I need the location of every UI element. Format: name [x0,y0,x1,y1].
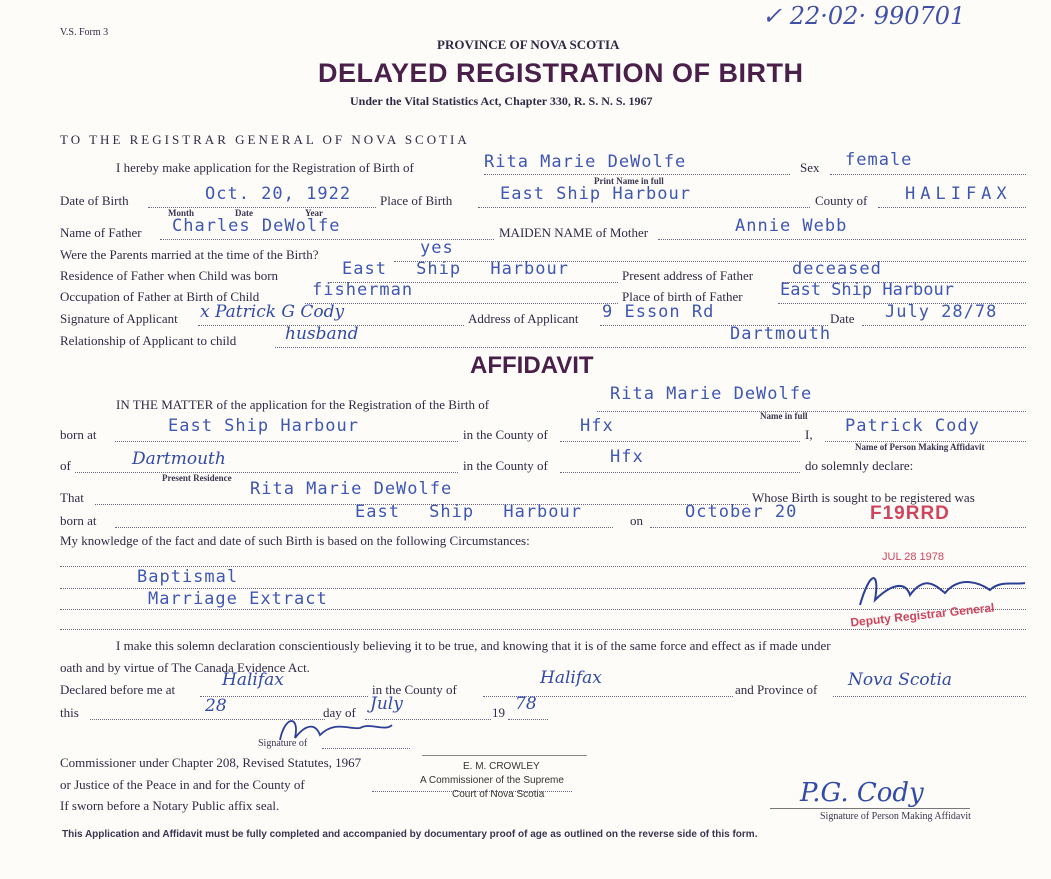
occupation-label: Occupation of Father at Birth of Child [60,289,260,304]
justice-line: or Justice of the Peace in and for the County of [60,777,305,792]
matter-label: IN THE MATTER of the application for the Registration of the Birth of [116,397,490,412]
province-heading: PROVINCE OF NOVA SCOTIA [437,37,620,52]
father-label: Name of Father [60,225,142,240]
matter-name: Rita Marie DeWolfe [610,384,813,404]
of-place: Dartmouth [132,449,226,469]
form-number: V.S. Form 3 [60,27,109,38]
born-at-label: born at [60,427,97,442]
that-label: That [60,490,84,505]
mother-name: Annie Webb [735,216,848,236]
born-at-2-value: East Ship Harbour [355,502,582,522]
this-label: this [60,705,79,720]
of-label: of [60,458,71,473]
county-3: Halifax [540,668,602,688]
circumstance-2: Marriage Extract [148,589,328,609]
deponent-hint: Name of Person Making Affidavit [855,442,985,452]
day-of-label: day of [323,705,356,720]
declaration-text-2: oath and by virtue of The Canada Evidence Act. [60,660,310,675]
circumstance-1: Baptismal [137,567,239,587]
residence-hint: Present Residence [162,473,232,483]
commissioner-line: Commissioner under Chapter 208, Revised Statutes, 1967 [60,755,362,770]
born-at-2-label: born at [60,513,97,528]
date-hint: Date [235,208,253,218]
commissioner-stamp-name: E. M. CROWLEY [463,761,540,772]
declared-label: Declared before me at [60,682,176,697]
in-county-label-2: in the County of [463,458,548,473]
applicant-city: Dartmouth [730,324,832,344]
signature-label: Signature of Applicant [60,311,178,326]
present-address-value: deceased [792,259,882,279]
county-value: HALIFAX [905,184,1012,204]
province-label: and Province of [735,682,818,697]
declaration-text-1: I make this solemn declaration conscientiously believing it to be true, and knowing that it is of the same force and effect as if made under [116,638,831,653]
pob-label: Place of Birth [380,193,453,208]
apply-label: I hereby make application for the Registration of Birth of [116,160,414,175]
on-date: October 20 [685,502,798,522]
applicant-address-value: 9 Esson Rd [602,302,715,322]
county-2: Hfx [610,447,644,467]
registrar-address: TO THE REGISTRAR GENERAL OF NOVA SCOTIA [60,132,470,147]
commissioner-stamp-title: A Commissioner of the Supreme [420,775,564,786]
pob-value: East Ship Harbour [500,184,691,204]
occupation-value: fisherman [312,280,414,300]
deputy-registrar-stamp: Deputy Registrar General [849,600,996,630]
residence-label: Residence of Father when Child was born [60,268,279,283]
date-label: Date [830,311,855,326]
print-name-hint: Print Name in full [594,176,664,186]
applicant-signature: x Patrick G Cody [200,302,345,322]
received-date-stamp: JUL 28 1978 [882,551,944,563]
file-reference: ✓ 22·02· 990701 [762,2,966,30]
relationship-value: husband [285,324,359,344]
commissioner-stamp-court: Court of Nova Scotia [452,789,545,800]
child-name: Rita Marie DeWolfe [484,152,687,172]
mother-label: MAIDEN NAME of Mother [499,225,649,240]
applicant-address-label: Address of Applicant [468,311,579,326]
married-label: Were the Parents married at the time of the Birth? [60,247,319,262]
signature-of-label: Signature of [258,738,308,749]
dob-label: Date of Birth [60,193,129,208]
month-hint: Month [168,208,195,218]
form-title: DELAYED REGISTRATION OF BIRTH [318,58,804,88]
on-label: on [630,513,643,528]
present-address-label: Present address of Father [622,268,754,283]
notary-line: If sworn before a Notary Public affix seal. [60,798,280,813]
affidavit-heading: AFFIDAVIT [470,352,594,379]
county-1: Hfx [580,416,614,436]
in-county-label: in the County of [463,427,548,442]
dob-value: Oct. 20, 1922 [205,184,352,204]
sex-value: female [845,150,913,170]
deponent-name: Patrick Cody [845,416,980,436]
sex-label: Sex [800,160,820,175]
married-value: yes [420,238,454,258]
deponent-signature-label: Signature of Person Making Affidavit [820,811,971,822]
province-value: Nova Scotia [848,670,953,690]
year-value: 78 [515,694,537,714]
form-subtitle: Under the Vital Statistics Act, Chapter 330, R. S. N. S. 1967 [350,94,653,108]
year-hint: Year [305,208,323,218]
footer-instructions: This Application and Affidavit must be fully completed and accompanied by documentary proof of age as outlined on the reverse side of this form. [62,829,758,840]
name-full-hint: Name in full [760,411,808,421]
knowledge-label: My knowledge of the fact and date of such Birth is based on the following Circumstances: [60,533,530,548]
i-label: I, [805,427,813,442]
father-pob-label: Place of birth of Father [622,289,743,304]
residence-value: East Ship Harbour [342,259,569,279]
declared-at: Halifax [222,670,284,690]
declare-label: do solemnly declare: [805,458,914,473]
date-value: July 28/78 [885,302,998,322]
father-pob-value: East Ship Harbour [780,280,954,300]
year-prefix: 19 [492,705,505,720]
born-at-value: East Ship Harbour [168,416,359,436]
relationship-label: Relationship of Applicant to child [60,333,237,348]
father-name: Charles DeWolfe [172,216,341,236]
month-value: July [370,694,403,714]
whose-birth-label: Whose Birth is sought to be registered was [752,490,975,505]
that-name: Rita Marie DeWolfe [250,479,453,499]
stamp-code: F19RRD [870,503,950,524]
deponent-signature: P.G. Cody [800,778,924,808]
county-3-label: in the County of [372,682,457,697]
county-label: County of [815,193,868,208]
day-value: 28 [205,696,227,716]
